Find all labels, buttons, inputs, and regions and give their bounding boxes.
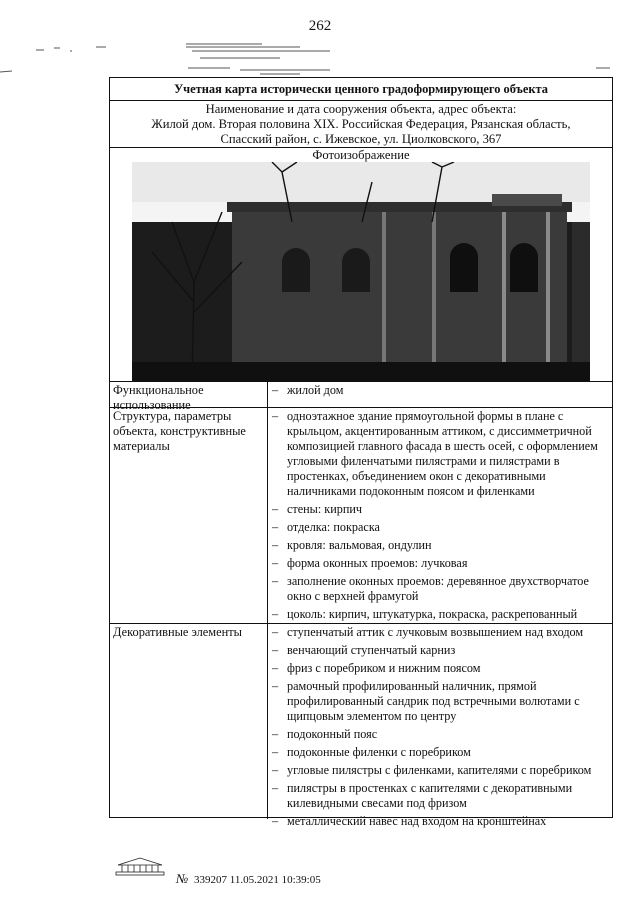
- list-item: – угловые пилястры с филенками, капителями с поребриком: [270, 763, 610, 778]
- list-item: – стены: кирпич: [270, 502, 610, 517]
- row-functional-use: [110, 381, 612, 412]
- photo-label: Фотоизображение: [312, 148, 410, 162]
- list-item: – ступенчатый аттик с лучковым возвышением над входом: [270, 625, 610, 640]
- name-line-1: Наименование и дата сооружения объекта, адрес объекта:: [205, 102, 517, 116]
- list-item: – отделка: покраска: [270, 520, 610, 535]
- row-values-functional-use: [270, 383, 610, 401]
- list-item: – фриз с поребриком и нижним поясом: [270, 661, 610, 676]
- card-title: Учетная карта исторически ценного градоформирующего объекта: [110, 78, 612, 101]
- list-item: – пилястры в простенках с капителями с декоративными килевидными свесами под фризом: [270, 781, 610, 811]
- photo-block: [110, 148, 612, 382]
- list-item: – одноэтажное здание прямоугольной формы в плане с крыльцом, акцентированным аттиком, с диссимметричной композицией главного фасада в шесть осей, с оформлением угловыми филенчатыми пилястрами и пилястрами в простенках, объединением окон с декоративными наличниками подоконным поясом и филенками: [270, 409, 610, 499]
- row-structure: [110, 407, 612, 624]
- registration-card: [109, 77, 613, 828]
- list-item: – заполнение оконных проемов: деревянное двухстворчатое окно с верхней фрамугой: [270, 574, 610, 604]
- list-item: – форма оконных проемов: лучковая: [270, 556, 610, 571]
- row-divider: [267, 407, 268, 623]
- row-label-decorative: Декоративные элементы: [113, 625, 242, 639]
- list-item: – рамочный профилированный наличник, прямой профилированный сандрик под встречными волютами с щипцовым элементом по центру: [270, 679, 610, 724]
- stamp-logo-icon: [112, 855, 168, 877]
- doc-number: 339207: [194, 874, 228, 886]
- row-divider: [267, 381, 268, 407]
- name-line-2: Жилой дом. Вторая половина XIX. Российская Федерация, Рязанская область,: [151, 117, 571, 131]
- list-item: – венчающий ступенчатый карниз: [270, 643, 610, 658]
- footer-doc-id: [176, 871, 321, 887]
- list-item: – цоколь: кирпич, штукатурка, покраска, раскрепованный: [270, 607, 610, 622]
- row-values-structure: [270, 409, 610, 625]
- list-item: – подоконные филенки с поребриком: [270, 745, 610, 760]
- row-label-structure: Структура, параметры объекта, конструктивные материалы: [113, 409, 246, 453]
- row-decorative: [110, 623, 612, 828]
- row-divider: [267, 623, 268, 819]
- row-values-decorative: [270, 625, 610, 832]
- number-sign-icon: №: [176, 871, 189, 886]
- list-item: – жилой дом: [270, 383, 610, 398]
- row-label-functional-use: Функциональное использование: [113, 383, 204, 412]
- name-line-3: Спасский район, с. Ижевское, ул. Циолковского, 367: [220, 132, 502, 146]
- page-number: 262: [308, 18, 332, 34]
- scan-artifacts: [0, 38, 640, 78]
- list-item: – кровля: вальмовая, ондулин: [270, 538, 610, 553]
- object-name-block: [110, 100, 612, 148]
- doc-datetime: 11.05.2021 10:39:05: [229, 874, 321, 886]
- building-photo: [132, 162, 590, 381]
- list-item: – подоконный пояс: [270, 727, 610, 742]
- list-item: – металлический навес над входом на кронштейнах: [270, 814, 610, 829]
